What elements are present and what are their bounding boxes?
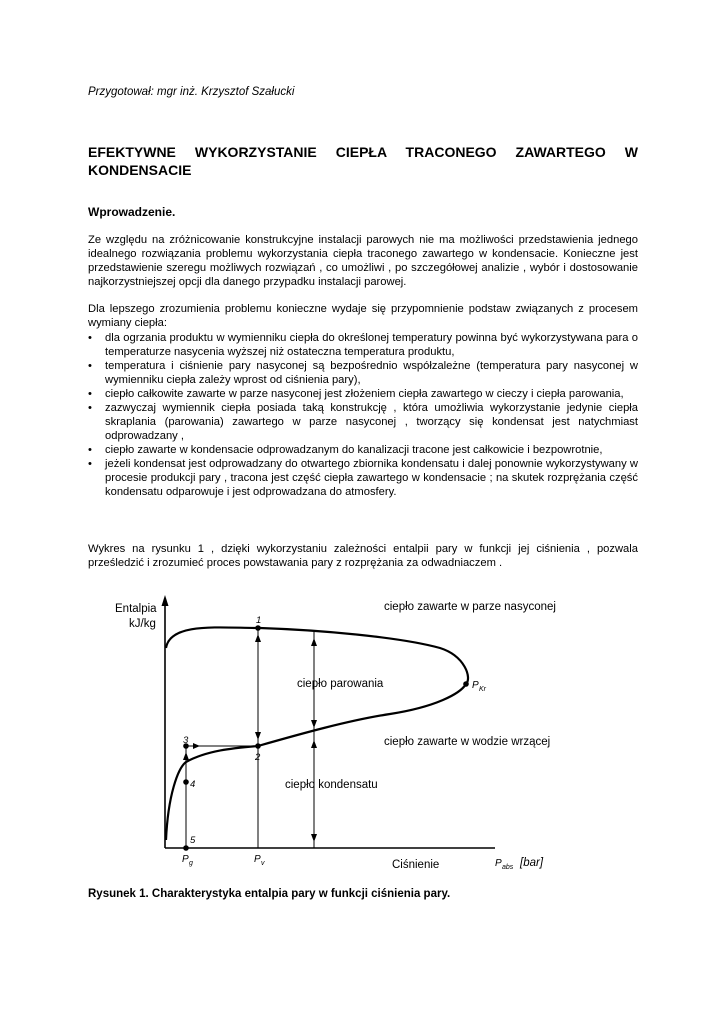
pg-subscript: g <box>189 860 193 867</box>
point-2-marker <box>255 743 261 749</box>
y-axis-label-line1: Entalpia <box>115 603 157 615</box>
critical-point-symbol: P <box>472 680 479 691</box>
bullet-icon: • <box>88 402 92 414</box>
point-4-marker <box>183 779 189 785</box>
arrow-icon <box>255 732 261 740</box>
arrow-icon <box>183 752 189 760</box>
enthalpy-pressure-figure <box>100 590 570 880</box>
document-title: EFEKTYWNE WYKORZYSTANIE CIEPŁA TRACONEGO ZAWARTEGO W KONDENSACIE <box>88 144 638 178</box>
list-item: • ciepło całkowite zawarte w parze nasyconej jest złożeniem ciepła zawartego w cieczy i ciepła parowania, <box>88 388 624 400</box>
point-5-marker <box>183 845 189 851</box>
list-item: • temperatura i ciśnienie pary nasyconej są bezpośrednio współzależne (temperatura pary nasyconej w wymienniku ciepła zależy wprost od ciśnienia pary), <box>88 360 638 386</box>
point-4-label: 4 <box>190 779 196 790</box>
figure-caption: Rysunek 1. Charakterystyka entalpia pary w funkcji ciśnienia pary. <box>88 888 451 900</box>
label-evaporation-heat: ciepło parowania <box>297 678 384 690</box>
saturated-steam-curve <box>166 627 468 684</box>
paragraph-basics: Dla lepszego zrozumienia problemu konieczne wydaje się przypomnienie podstaw związanych z procesem wymiany ciepła: <box>88 303 638 329</box>
label-boiling-water: ciepło zawarte w wodzie wrzącej <box>384 736 551 748</box>
pg-symbol: P <box>182 854 189 865</box>
label-saturated-steam: ciepło zawarte w parze nasyconej <box>384 601 556 613</box>
x-axis-label: Ciśnienie <box>392 859 440 871</box>
list-item: • dla ogrzania produktu w wymienniku ciepła do określonej temperatury powinna być wykorzystywana para o temperaturze nasycenia wyższej niż ostateczna temperatura produktu, <box>88 332 638 358</box>
bullet-icon: • <box>88 332 92 344</box>
list-item: • zazwyczaj wymiennik ciepła posiada taką konstrukcję , która umożliwia wykorzystanie jedynie ciepła skraplania (parowania) zawartego w parze nasyconej , tworzący się kondensat jest natychmiast odprowadzany , <box>88 402 638 442</box>
point-3-label: 3 <box>183 735 189 746</box>
bullet-icon: • <box>88 388 92 400</box>
list-item: • jeżeli kondensat jest odprowadzany do otwartego zbiornika kondensatu i dalej ponownie wykorzystywany w procesie produkcji pary , tracona jest część ciepła zawartego w kondensacie ; na skutek rozprężania część kondensatu odparowuje i jest odprowadzana do atmosfery. <box>88 458 638 498</box>
y-axis-arrow-icon <box>162 595 169 606</box>
bullet-icon: • <box>88 360 92 372</box>
pv-symbol: P <box>254 854 261 865</box>
arrow-icon <box>193 743 200 749</box>
bullet-icon: • <box>88 458 92 470</box>
arrow-icon <box>311 720 317 728</box>
critical-point-marker <box>463 681 469 687</box>
point-2-label: 2 <box>255 752 261 763</box>
paragraph-figure-intro: Wykres na rysunku 1 , dzięki wykorzystaniu zależności entalpii pary w funkcji jej ciśnienia , pozwala prześledzić i zrozumieć proces powstawania pary z rozprężania za odwadniaczem . <box>88 543 638 569</box>
x-unit-symbol: P <box>495 858 502 869</box>
y-axis-label-line2: kJ/kg <box>129 618 156 630</box>
label-condensate-heat: ciepło kondensatu <box>285 779 378 791</box>
x-unit-label: [bar] <box>520 857 544 869</box>
point-5-label: 5 <box>190 835 196 846</box>
point-1-label: 1 <box>256 615 262 626</box>
bullet-list <box>88 331 638 499</box>
arrow-icon <box>255 634 261 642</box>
intro-heading: Wprowadzenie. <box>88 205 176 219</box>
point-1-marker <box>255 625 261 631</box>
arrow-icon <box>311 638 317 646</box>
arrow-icon <box>311 834 317 842</box>
pv-subscript: v <box>261 860 265 867</box>
x-unit-subscript: abs <box>502 864 514 871</box>
list-item: • ciepło zawarte w kondensacie odprowadzanym do kanalizacji tracone jest całkowicie i bezpowrotnie, <box>88 444 603 456</box>
arrow-icon <box>311 740 317 748</box>
bullet-icon: • <box>88 444 92 456</box>
critical-point-subscript: Kr <box>479 686 486 693</box>
boiling-water-curve <box>166 684 466 840</box>
paragraph-intro: Ze względu na zróżnicowanie konstrukcyjne instalacji parowych nie ma możliwości przedstawienia jednego idealnego rozwiązania problemu wykorzystania ciepła traconego zawartego w kondensacie. Konieczne jest przedstawienie szeregu możliwych rozwiązań , co umożliwi , po szczegółowej analizie , wybór i dostosowanie najkorzystniejszej opcji dla danego przypadku instalacji parowej. <box>88 234 638 288</box>
author-line: Przygotował: mgr inż. Krzysztof Szałucki <box>88 86 295 98</box>
